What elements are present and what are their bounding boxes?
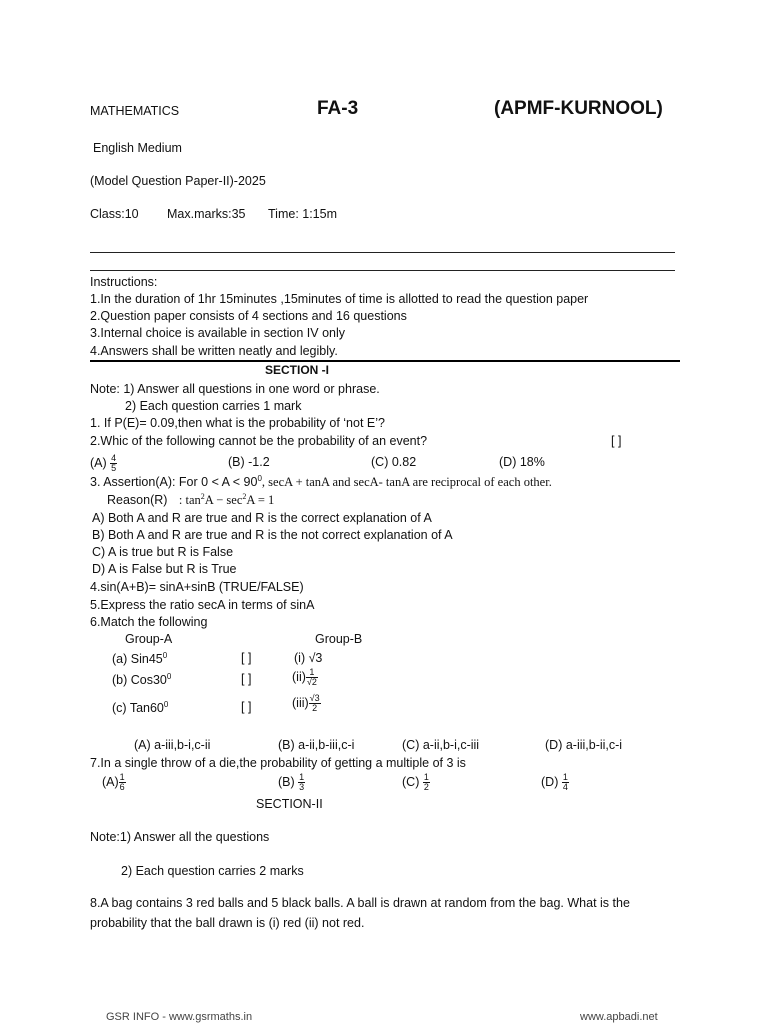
instruction-item: 3.Internal choice is available in section IV only: [90, 326, 346, 340]
degree-superscript: 0: [257, 474, 262, 483]
question-6: 6.Match the following: [90, 615, 208, 629]
fraction: [562, 773, 569, 792]
option-label: (A): [102, 774, 119, 789]
match-row-a: [112, 651, 167, 667]
option-label: (B): [278, 774, 295, 789]
instruction-item: 2.Question paper consists of 4 sections and 16 questions: [90, 309, 407, 323]
fraction-numerator: 1: [299, 772, 305, 782]
section-1-title: SECTION -I: [265, 363, 330, 377]
group-b-header: Group-B: [315, 632, 363, 646]
question-2-option-c: (C) 0.82: [371, 455, 417, 469]
answer-bracket: [ ]: [241, 672, 252, 686]
medium-label: English Medium: [93, 141, 182, 155]
question-2: 2.Whic of the following cannot be the probability of an event?: [90, 434, 428, 448]
reason-part: : tan: [178, 493, 201, 508]
fraction-numerator: 4: [111, 453, 117, 463]
question-6-option-d: (D) a-iii,b-ii,c-i: [545, 738, 623, 752]
question-2-option-a: [90, 454, 117, 473]
fraction-numerator: √3: [309, 693, 320, 703]
divider: [90, 252, 675, 253]
section-1-note: 2) Each question carries 1 mark: [125, 399, 302, 413]
question-6-option-a: (A) a-iii,b-i,c-ii: [134, 738, 211, 752]
answer-bracket: [ ]: [241, 700, 252, 714]
reason-label: Reason(R): [107, 493, 168, 508]
match-answer-ii: [292, 668, 318, 687]
subject-label: MATHEMATICS: [90, 104, 180, 118]
fraction-numerator: 1: [423, 772, 429, 782]
fraction-denominator: 3: [299, 782, 305, 792]
question-3-reason: [107, 492, 274, 508]
time-label: Time: 1:15m: [268, 207, 338, 221]
fraction: [298, 773, 305, 792]
question-7-option-c: [402, 773, 430, 792]
fraction: [110, 454, 117, 473]
paper-label: (Model Question Paper-II)-2025: [90, 174, 266, 188]
question-2-option-b: (B) -1.2: [228, 455, 270, 469]
fraction-denominator: 4: [562, 782, 568, 792]
assertion-text: 3. Assertion(A): For 0 < A < 90: [90, 475, 258, 490]
section-2-note: 2) Each question carries 2 marks: [121, 864, 304, 878]
question-3-option: A) Both A and R are true and R is the correct explanation of A: [92, 511, 432, 525]
fraction: [423, 773, 430, 792]
question-4: 4.sin(A+B)= sinA+sinB (TRUE/FALSE): [90, 580, 304, 594]
match-answer-label: (ii): [292, 669, 306, 684]
instruction-item: 4.Answers shall be written neatly and legibly.: [90, 344, 338, 358]
question-3-option: C) A is true but R is False: [92, 545, 234, 559]
question-3-option: B) Both A and R are true and R is the not correct explanation of A: [92, 528, 453, 542]
answer-bracket: [ ]: [611, 434, 622, 448]
question-6-option-c: (C) a-ii,b-i,c-iii: [402, 738, 480, 752]
option-label: (D): [541, 774, 559, 789]
question-5: 5.Express the ratio secA in terms of sinA: [90, 598, 315, 612]
question-1: 1. If P(E)= 0.09,then what is the probability of ‘not E’?: [90, 416, 385, 430]
degree-superscript: 0: [162, 651, 168, 660]
reason-part: A = 1: [246, 493, 275, 508]
group-a-header: Group-A: [125, 632, 173, 646]
class-label: Class:10: [90, 207, 139, 221]
footer-right: www.apbadi.net: [580, 1011, 658, 1023]
degree-superscript: 0: [166, 672, 172, 681]
match-answer-label: (iii): [292, 695, 309, 710]
fraction: [306, 668, 318, 687]
footer-left: GSR INFO - www.gsrmaths.in: [106, 1011, 253, 1023]
reason-part: A − sec: [204, 493, 243, 508]
max-marks-label: Max.marks:35: [167, 207, 246, 221]
fraction-denominator: 2: [423, 782, 429, 792]
fraction: [309, 694, 321, 713]
section-2-note: Note:1) Answer all the questions: [90, 830, 270, 844]
org-title: (APMF-KURNOOL): [494, 98, 663, 119]
squared-superscript: 2: [200, 492, 205, 501]
squared-superscript: 2: [242, 492, 247, 501]
question-8-continued: probability that the ball drawn is (i) red (ii) not red.: [90, 916, 365, 930]
match-row-c: [112, 700, 168, 716]
fraction-numerator: 1: [119, 772, 125, 782]
fraction-numerator: 1: [562, 772, 568, 782]
section-2-title: SECTION-II: [256, 797, 323, 811]
match-label: (b) Cos30: [112, 673, 167, 688]
instruction-item: 1.In the duration of 1hr 15minutes ,15minutes of time is allotted to read the question paper: [90, 292, 589, 306]
question-3-option: D) A is False but R is True: [92, 562, 237, 576]
question-2-option-d: (D) 18%: [499, 455, 545, 469]
divider: [90, 270, 675, 271]
question-7-option-d: [541, 773, 569, 792]
match-label: (a) Sin45: [112, 652, 163, 667]
exam-title: FA-3: [317, 98, 359, 119]
option-label: (C): [402, 774, 420, 789]
degree-superscript: 0: [163, 700, 169, 709]
question-7-option-b: [278, 773, 305, 792]
question-8: 8.A bag contains 3 red balls and 5 black balls. A ball is drawn at random from the bag. What is the: [90, 896, 630, 910]
fraction-denominator: √2: [306, 677, 317, 687]
section-divider: [90, 360, 680, 362]
match-answer-i: (i) √3: [294, 651, 323, 665]
match-answer-iii: [292, 694, 321, 713]
assertion-expression: , secA + tanA and secA- tanA are reciprocal of each other.: [261, 475, 552, 490]
instructions-title: Instructions:: [90, 275, 158, 289]
fraction-denominator: 6: [119, 782, 125, 792]
fraction-numerator: 1: [306, 668, 318, 678]
answer-bracket: [ ]: [241, 651, 252, 665]
question-6-option-b: (B) a-ii,b-iii,c-i: [278, 738, 355, 752]
fraction-denominator: 5: [111, 463, 117, 473]
fraction-denominator: 2: [312, 703, 318, 713]
question-3-assertion: [90, 474, 552, 490]
question-7-option-a: [102, 773, 126, 792]
match-label: (c) Tan60: [112, 701, 164, 716]
question-7: 7.In a single throw of a die,the probability of getting a multiple of 3 is: [90, 756, 466, 770]
section-1-note: Note: 1) Answer all questions in one word or phrase.: [90, 382, 380, 396]
fraction: [119, 773, 126, 792]
option-label: (A): [90, 455, 107, 470]
match-row-b: [112, 672, 171, 688]
reason-expression: [179, 493, 274, 507]
